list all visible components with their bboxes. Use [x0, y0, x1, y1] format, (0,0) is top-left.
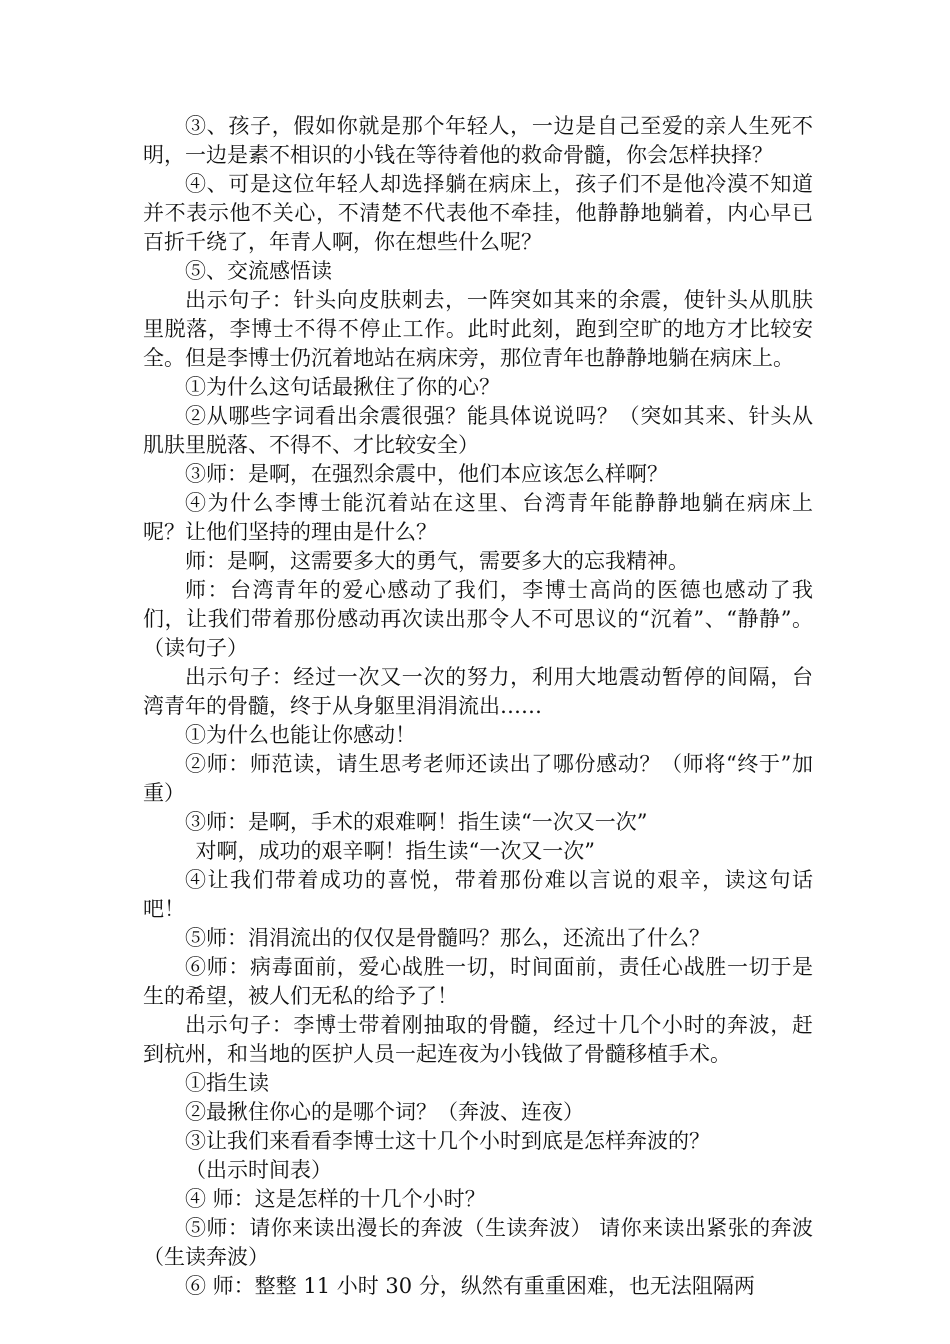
paragraph: ②师：师范读，请生思考老师还读出了哪份感动？（师将“终于”加重） [143, 752, 813, 805]
paragraph: ⑤师：请你来读出漫长的奔波（生读奔波） 请你来读出紧张的奔波（生读奔波） [143, 1216, 813, 1269]
paragraph: 师：是啊，这需要多大的勇气，需要多大的忘我精神。 [185, 549, 689, 573]
paragraph: ②从哪些字词看出余震很强？能具体说说吗？（突如其来、针头从肌肤里脱落、不得不、才比较安全） [143, 404, 813, 457]
paragraph: ①为什么也能让你感动！ [185, 723, 416, 747]
paragraph: ③师：是啊，手术的艰难啊！指生读“一次又一次” [185, 810, 648, 834]
lesson-text [143, 112, 813, 1301]
paragraph: ①为什么这句话最揪住了你的心？ [185, 375, 500, 399]
paragraph: （出示时间表） [185, 1158, 332, 1182]
paragraph: 出示句子：经过一次又一次的努力，利用大地震动暂停的间隔，台湾青年的骨髓，终于从身躯里涓涓流出…… [143, 665, 813, 718]
paragraph: ⑥师：病毒面前，爱心战胜一切，时间面前，责任心战胜一切于是生的希望，被人们无私的给予了！ [143, 955, 813, 1008]
paragraph: ④为什么李博士能沉着站在这里、台湾青年能静静地躺在病床上呢？让他们坚持的理由是什么？ [143, 491, 813, 544]
paragraph: ④、可是这位年轻人却选择躺在病床上，孩子们不是他冷漠不知道并不表示他不关心，不清楚不代表他不牵挂，他静静地躺着，内心早已百折千绕了，年青人啊，你在想些什么呢？ [143, 172, 813, 254]
paragraph: 对啊，成功的艰辛啊！指生读“一次又一次” [195, 839, 595, 863]
paragraph: ③让我们来看看李博士这十几个小时到底是怎样奔波的？ [185, 1129, 710, 1153]
paragraph: ④让我们带着成功的喜悦，带着那份难以言说的艰辛，读这句话吧！ [143, 868, 813, 921]
paragraph: ⑤、交流感悟读 [185, 259, 332, 283]
paragraph: ④ 师：这是怎样的十几个小时？ [185, 1187, 486, 1211]
paragraph: 出示句子：李博士带着刚抽取的骨髓，经过十几个小时的奔波，赶到杭州，和当地的医护人员一起连夜为小钱做了骨髓移植手术。 [143, 1013, 813, 1066]
paragraph: 师：台湾青年的爱心感动了我们，李博士高尚的医德也感动了我们，让我们带着那份感动再次读出那令人不可思议的“沉着”、“静静”。（读句子） [143, 578, 813, 660]
paragraph: ②最揪住你心的是哪个词？（奔波、连夜） [185, 1100, 584, 1124]
paragraph: ⑥ 师：整整 11 小时 30 分，纵然有重重困难，也无法阻隔两 [185, 1274, 755, 1298]
paragraph: 出示句子：针头向皮肤刺去，一阵突如其来的余震，使针头从肌肤里脱落，李博士不得不停止工作。此时此刻，跑到空旷的地方才比较安全。但是李博士仍沉着地站在病床旁，那位青年也静静地躺在病床上。 [143, 288, 813, 370]
paragraph: ⑤师：涓涓流出的仅仅是骨髓吗？那么，还流出了什么？ [185, 926, 710, 950]
paragraph: ①指生读 [185, 1071, 269, 1095]
paragraph: ③师：是啊，在强烈余震中，他们本应该怎么样啊？ [185, 462, 668, 486]
paragraph: ③、孩子，假如你就是那个年轻人，一边是自己至爱的亲人生死不明，一边是素不相识的小钱在等待着他的救命骨髓，你会怎样抉择？ [143, 114, 813, 167]
